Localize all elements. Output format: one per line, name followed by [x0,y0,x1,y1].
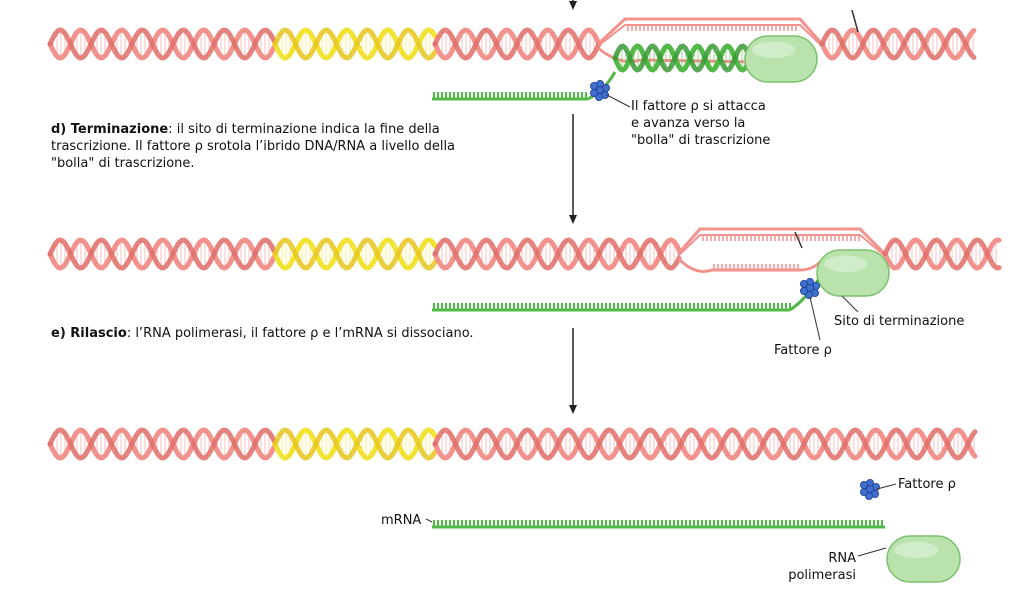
polymerase-leader [858,548,886,556]
arrow-head [569,215,577,224]
termination-description [51,121,455,172]
rho-label-final: Fattore ρ [898,477,956,492]
polymerase-label-line1: RNA [828,551,856,566]
polymerase-highlight [752,42,795,59]
termination-desc-line1: : il sito di terminazione indica la fine della [168,122,440,137]
arrow-in-icon [569,0,577,10]
arrow-head [569,1,577,10]
rna-polymerase-d [745,36,817,82]
release-description [51,325,474,342]
rho-attach-callout [631,98,770,149]
polymerase-highlight [824,256,867,273]
release-desc: : l’RNA polimerasi, il fattore ρ e l’mRNA si dissociano. [126,326,474,341]
rho-callout-leader [607,95,630,107]
polymerase-highlight [894,542,938,559]
rho-factor-final-icon [860,479,879,499]
rho-label-stage-e: Fattore ρ [774,343,832,358]
arrow-head [569,405,577,414]
polymerase-label-line2: polimerasi [788,568,856,583]
termination-desc-line3: "bolla" di trascrizione. [51,156,195,171]
mrna-label: mRNA [381,513,422,528]
termination-site-leader [842,296,858,312]
rna-polymerase-e [817,250,889,296]
rho-subunit [866,485,873,492]
rna-polymerase-label [780,550,856,584]
rho-subunit [806,284,813,291]
rho-callout-line2: e avanza verso la [631,116,746,131]
termination-desc-line2: trascrizione. Il fattore ρ srotola l’ibrido DNA/RNA a livello della [51,139,456,154]
termination-site-label: Sito di terminazione [834,314,965,329]
rho-callout-line1: Il fattore ρ si attacca [631,99,766,114]
stage-d-termination [50,0,974,224]
arrow-d-to-e-icon [569,114,577,224]
arrow-e-to-final-icon [569,328,577,414]
rho-callout-line3: "bolla" di trascrizione [631,133,771,148]
mrna-leader [426,519,432,522]
rho-e-leader [810,297,820,340]
termination-title: d) Terminazione [51,122,169,137]
rho-subunit [596,86,603,93]
rna-polymerase-final [887,536,960,582]
release-title: e) Rilascio [51,326,127,341]
